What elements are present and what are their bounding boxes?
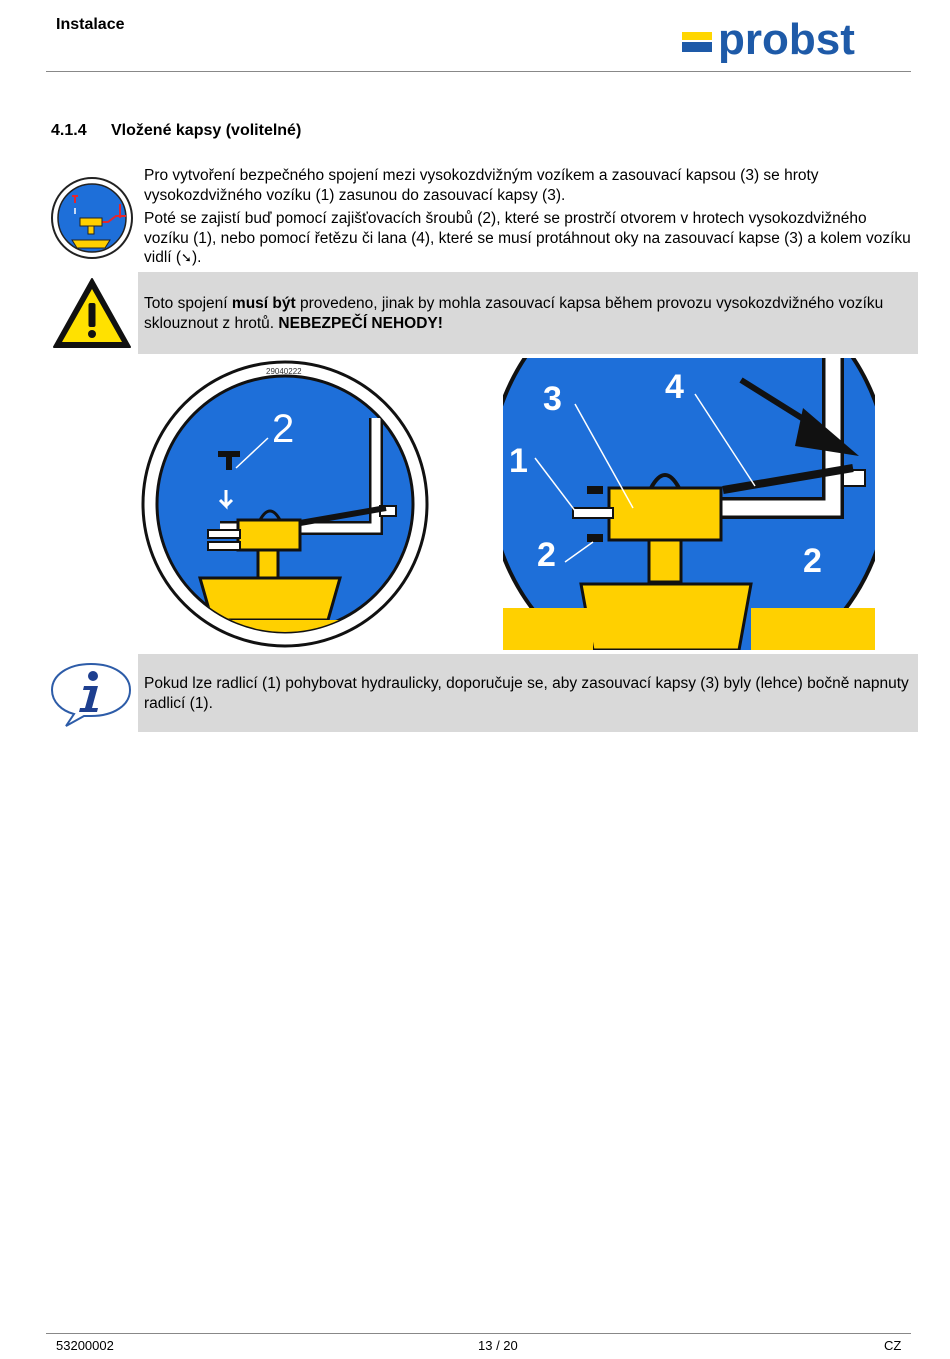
figure1-label-screw: 2	[272, 407, 295, 451]
figure2-label-2-left: 2	[537, 536, 556, 574]
footer-doc-number: 53200002	[56, 1338, 114, 1353]
footer-divider	[46, 1333, 911, 1334]
figure-code: 29040222	[266, 367, 302, 376]
section-title: Vložené kapsy (volitelné)	[111, 122, 302, 139]
info-bubble-icon	[48, 660, 134, 728]
footer-page-number: 13 / 20	[478, 1338, 518, 1353]
figure-screw-securing	[140, 358, 430, 650]
header-title: Instalace	[56, 16, 125, 33]
figure2-label-4: 4	[665, 368, 684, 406]
paragraph-intro: Pro vytvoření bezpečného spojení mezi vysokozdvižným vozíkem a zasouvací kapsou (3) se hroty vysokozdvižného vozíku (1) zasunou do zasouvací kapsy (3).	[144, 167, 819, 204]
figure2-label-1: 1	[509, 442, 528, 480]
fork-direction-glyph: ➘	[181, 251, 192, 266]
section-heading	[51, 122, 301, 140]
figure-detail-closeup	[503, 358, 875, 650]
warning-triangle-icon	[50, 275, 134, 351]
paragraph-securing: Poté se zajistí buď pomocí zajišťovacích šroubů (2), které se prostrčí otvorem v hrotech vysokozdvižného vozíku (1), nebo pomocí řetězu či lana (4), které se musí protáhnout oky na zasouvací kapse (3) a kolem vozíku vidlí (➘).	[144, 210, 911, 266]
figure2-label-2-right: 2	[803, 542, 822, 580]
footer-language: CZ	[884, 1338, 902, 1353]
warning-text: Toto spojení musí být provedeno, jinak by mohla zasouvací kapsa během provozu vysokozdvižného vozíku sklouznout z hrotů. NEBEZPEČÍ NEHODY!	[144, 295, 884, 332]
probst-logo	[678, 20, 904, 68]
info-text: Pokud lze radlicí (1) pohybovat hydraulicky, doporučuje se, aby zasouvací kapsy (3) byly (lehce) bočně napnuty radlicí (1).	[144, 675, 909, 712]
forklift-pocket-pictogram	[50, 176, 134, 260]
section-number: 4.1.4	[51, 122, 87, 139]
figure2-label-3: 3	[543, 380, 562, 418]
header-divider	[46, 71, 911, 72]
logo-text: probst	[718, 20, 855, 64]
